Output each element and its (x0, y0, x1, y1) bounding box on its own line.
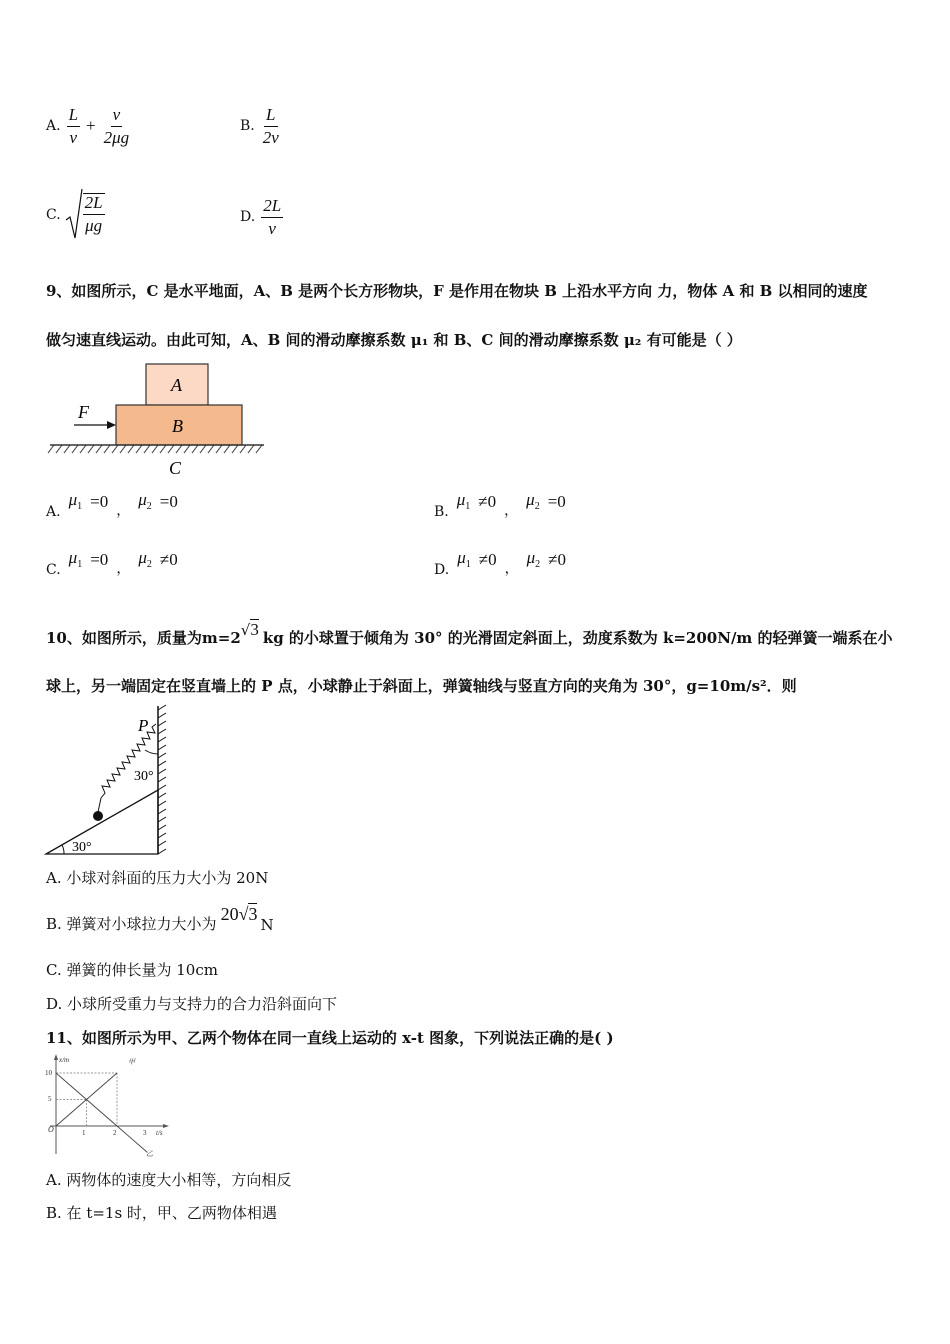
q10-stem-line2: 球上，另一端固定在竖直墙上的 P 点，小球静止于斜面上，弹簧轴线与竖直方向的夹角为 30°，g=10m/s²．则 (46, 677, 797, 695)
ball (93, 811, 103, 821)
force-arrowhead (107, 421, 116, 429)
q9-stem-line1: 9、如图所示，C 是水平地面，A、B 是两个长方形物块，F 是作用在物块 B 上沿水平方向 力，物体 A 和 B 以相同的速度 (46, 282, 868, 300)
relation: ≠0 (548, 550, 566, 569)
q10-option-c[interactable]: C. 弹簧的伸长量为 10cm (46, 961, 218, 979)
x-tick-3: 3 (143, 1129, 147, 1137)
separator: ， (504, 503, 519, 519)
origin-label: O (48, 1125, 54, 1134)
q10-stem-line1: 10、如图所示，质量为m=2 √ 3 kg 的小球置于倾角为 30° 的光滑固定斜面上，劲度系数为 k=200N/m 的轻弹簧一端系在小 (46, 620, 893, 647)
x-axis-arrow (163, 1124, 169, 1128)
mu-symbol: $\mu_1$ (68, 548, 83, 570)
incline (46, 790, 158, 854)
q9-option-b[interactable] (434, 490, 566, 520)
q8-option-d[interactable] (240, 192, 283, 242)
q9-option-d[interactable] (434, 548, 566, 578)
relation: ≠0 (478, 492, 497, 511)
x-axis-label: t/s (156, 1129, 163, 1137)
option-label: C. (46, 562, 61, 578)
sqrt-expression (65, 188, 105, 242)
relation: =0 (90, 492, 109, 511)
spring-rod (98, 798, 101, 812)
radical-sign (65, 188, 83, 242)
q11-option-b[interactable]: B. 在 t=1s 时，甲、乙两物体相遇 (46, 1204, 277, 1222)
label-a: A (171, 375, 182, 395)
ground-hatch (48, 445, 262, 453)
y-axis-label: x/m (59, 1056, 70, 1064)
radical-expression: 20√3 (220, 904, 258, 924)
mu-symbol: $\mu_2$ (138, 548, 152, 570)
relation: =0 (159, 492, 178, 511)
angle-arc-top (145, 750, 158, 754)
sqrt-expression: √ 3 (240, 620, 259, 639)
q9-stem-line2: 做匀速直线运动。由此可知，A、B 间的滑动摩擦系数 μ₁ 和 B、C 间的滑动摩擦系数 μ₂ 有可能是（ ） (46, 331, 742, 349)
y-axis-arrow (54, 1054, 58, 1060)
relation: ≠0 (478, 550, 497, 569)
mu-symbol: $\mu_2$ (526, 548, 541, 570)
y-tick-10: 10 (45, 1069, 52, 1077)
q8-option-c[interactable] (46, 188, 105, 242)
fraction: $\frac{2L}{v}$ (263, 195, 282, 238)
angle-arc-bottom (62, 845, 64, 854)
spring (101, 724, 156, 798)
x-tick-2: 2 (113, 1129, 117, 1137)
label-c: C (169, 458, 182, 478)
relation: =0 (547, 492, 566, 511)
wall-hatch (158, 705, 166, 854)
fraction: $\frac{L}{v}$ (68, 104, 79, 147)
mu-symbol: $\mu_1$ (457, 548, 471, 570)
q10-option-d[interactable]: D. 小球所受重力与支持力的合力沿斜面向下 (46, 995, 338, 1013)
q9-option-a[interactable] (46, 490, 178, 520)
mu-symbol: $\mu_1$ (68, 490, 83, 512)
q8-option-b[interactable] (240, 101, 281, 151)
mu-symbol: $\mu_2$ (138, 490, 152, 512)
series-line-yi (56, 1073, 148, 1153)
label-b: B (172, 416, 183, 436)
q10-option-a[interactable]: A. 小球对斜面的压力大小为 20N (46, 869, 269, 887)
q9-blocks-figure (46, 362, 271, 480)
q11-xt-graph (42, 1054, 170, 1160)
angle-label-bottom: 30° (72, 840, 92, 855)
angle-label-top: 30° (134, 769, 154, 784)
fraction: $\frac{L}{2v}$ (262, 104, 279, 147)
mu-symbol: $\mu_1$ (456, 490, 471, 512)
option-label: B. (434, 504, 449, 520)
option-label: A. (46, 118, 61, 134)
option-label: A. (46, 504, 61, 520)
fraction: $\frac{v}{2\mu g}$ (103, 104, 130, 147)
q9-option-c[interactable] (46, 548, 178, 578)
fraction: $\frac{2L}{\mu g}$ (84, 193, 103, 235)
q11-stem: 11、如图所示为甲、乙两个物体在同一直线上运动的 x-t 图象，下列说法正确的是( ) (46, 1029, 614, 1047)
plus-sign: + (86, 116, 96, 135)
relation: ≠0 (159, 550, 178, 569)
mu-symbol: $\mu_2$ (526, 490, 540, 512)
relation: =0 (90, 550, 109, 569)
option-label: B. (240, 118, 255, 134)
separator: ， (116, 503, 131, 519)
series-lines (56, 1073, 148, 1153)
separator: ， (116, 561, 131, 577)
label-p: P (138, 716, 149, 735)
label-f: F (78, 402, 89, 422)
q11-option-a[interactable]: A. 两物体的速度大小相等，方向相反 (46, 1171, 292, 1189)
q8-option-a[interactable] (46, 101, 131, 151)
option-label: D. (434, 562, 450, 578)
separator: ， (504, 561, 519, 577)
series-label-yi: 乙 (146, 1150, 153, 1158)
q10-incline-figure (42, 704, 172, 860)
option-label: D. (240, 209, 256, 225)
y-tick-5: 5 (48, 1095, 52, 1103)
option-label: C. (46, 207, 61, 223)
x-tick-1: 1 (82, 1129, 86, 1137)
series-label-jia: 甲 (128, 1058, 135, 1066)
q10-option-b[interactable]: B. 弹簧对小球拉力大小为 20√3 N (46, 904, 274, 934)
